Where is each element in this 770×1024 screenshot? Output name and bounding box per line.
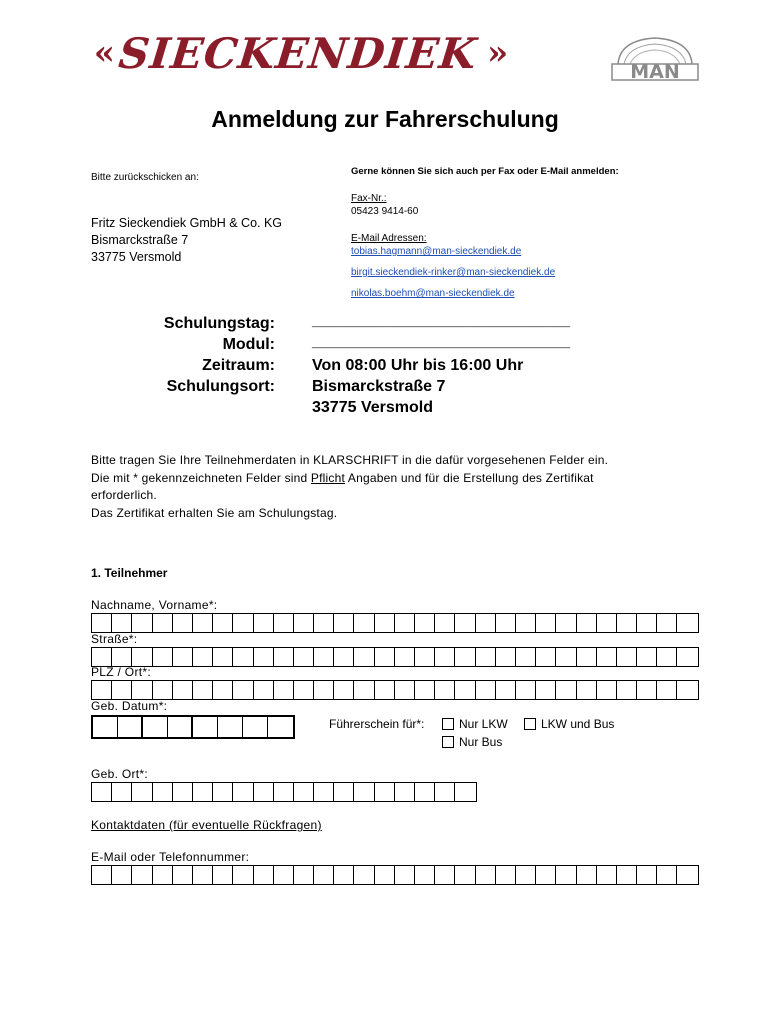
grid-cell[interactable]: [657, 648, 677, 666]
grid-cell[interactable]: [92, 614, 112, 632]
grid-cell[interactable]: [577, 648, 597, 666]
grid-cell[interactable]: [294, 648, 314, 666]
grid-cell[interactable]: [597, 681, 617, 699]
grid-cell[interactable]: [657, 614, 677, 632]
return-address: [91, 215, 282, 266]
grid-cell[interactable]: [314, 681, 334, 699]
grid-cell[interactable]: [677, 614, 697, 632]
grid-cell[interactable]: [274, 681, 294, 699]
grid-cell[interactable]: [536, 866, 556, 884]
grid-cell[interactable]: [173, 866, 193, 884]
section-title: 1. Teilnehmer: [91, 566, 168, 580]
grid-cell[interactable]: [294, 866, 314, 884]
email-link-2[interactable]: birgit.sieckendiek-rinker@man-sieckendiek.de: [351, 267, 556, 278]
grid-cell[interactable]: [637, 614, 657, 632]
grid-cell[interactable]: [637, 648, 657, 666]
grid-cell[interactable]: [132, 866, 152, 884]
return-label: Bitte zurückschicken an:: [91, 172, 199, 183]
grid-cell[interactable]: [314, 783, 334, 801]
page-title: Anmeldung zur Fahrerschulung: [211, 106, 559, 132]
grid-cell[interactable]: [354, 866, 374, 884]
grid-cell[interactable]: [274, 614, 294, 632]
grid-cell[interactable]: [617, 866, 637, 884]
grid-cell[interactable]: [476, 648, 496, 666]
grid-cell[interactable]: [173, 783, 193, 801]
grid-cell[interactable]: [375, 614, 395, 632]
grid-cell[interactable]: [173, 614, 193, 632]
grid-cell[interactable]: [173, 681, 193, 699]
modul-blank[interactable]: _____________________________: [312, 333, 571, 350]
grid-cell[interactable]: [213, 783, 233, 801]
grid-cell[interactable]: [617, 648, 637, 666]
instructions: [91, 452, 608, 522]
grid-cell[interactable]: [314, 614, 334, 632]
grid-cell[interactable]: [334, 681, 354, 699]
grid-cell[interactable]: [637, 681, 657, 699]
grid-cell[interactable]: [415, 866, 435, 884]
street-grid[interactable]: [91, 647, 699, 667]
logo-arrows-right: »: [486, 33, 503, 73]
return-street: Bismarckstraße 7: [91, 233, 189, 247]
grid-cell[interactable]: [496, 866, 516, 884]
grid-cell[interactable]: [274, 648, 294, 666]
option-nur-bus[interactable]: [442, 735, 502, 749]
instructions-pflicht: Pflicht: [310, 470, 345, 485]
grid-cell[interactable]: [375, 783, 395, 801]
birthdate-label: Geb. Datum*:: [91, 699, 168, 713]
grid-cell[interactable]: [254, 648, 274, 666]
grid-cell[interactable]: [617, 681, 637, 699]
grid-cell[interactable]: [213, 681, 233, 699]
grid-cell[interactable]: [455, 681, 475, 699]
place-street: Bismarckstraße 7: [312, 378, 446, 395]
grid-cell[interactable]: [577, 681, 597, 699]
grid-cell[interactable]: [516, 648, 536, 666]
grid-cell[interactable]: [577, 614, 597, 632]
logo-text: SIECKENDIEK: [116, 28, 480, 78]
grid-cell[interactable]: [476, 681, 496, 699]
grid-cell[interactable]: [677, 681, 697, 699]
grid-cell[interactable]: [334, 783, 354, 801]
grid-cell[interactable]: [375, 648, 395, 666]
plz-grid[interactable]: [91, 680, 699, 700]
grid-cell[interactable]: [496, 681, 516, 699]
return-company: Fritz Sieckendiek GmbH & Co. KG: [91, 216, 283, 230]
grid-cell[interactable]: [536, 681, 556, 699]
grid-cell[interactable]: [314, 866, 334, 884]
grid-cell[interactable]: [153, 783, 173, 801]
grid-cell[interactable]: [254, 614, 274, 632]
checkbox-lkw-bus[interactable]: [524, 718, 536, 730]
grid-cell[interactable]: [435, 614, 455, 632]
grid-cell[interactable]: [92, 648, 112, 666]
option-nur-lkw-label: Nur LKW: [459, 717, 508, 731]
grid-cell[interactable]: [556, 681, 576, 699]
checkbox-nur-bus[interactable]: [442, 736, 454, 748]
grid-cell[interactable]: [516, 681, 536, 699]
name-label: Nachname, Vorname*:: [91, 598, 218, 612]
street-label: Straße*:: [91, 632, 138, 646]
option-lkw-bus-label: LKW und Bus: [541, 717, 615, 731]
grid-cell[interactable]: [274, 783, 294, 801]
grid-cell[interactable]: [597, 648, 617, 666]
return-city: 33775 Versmold: [91, 250, 182, 264]
instructions-line-2: [91, 470, 608, 488]
grid-cell[interactable]: [233, 648, 253, 666]
grid-cell[interactable]: [112, 614, 132, 632]
grid-cell[interactable]: [455, 783, 475, 801]
grid-cell[interactable]: [556, 648, 576, 666]
grid-cell[interactable]: [112, 866, 132, 884]
grid-cell[interactable]: [435, 783, 455, 801]
grid-cell[interactable]: [233, 866, 253, 884]
grid-cell[interactable]: [395, 681, 415, 699]
grid-cell[interactable]: [334, 614, 354, 632]
grid-cell[interactable]: [455, 614, 475, 632]
instructions-line-1: Bitte tragen Sie Ihre Teilnehmerdaten in KLARSCHRIFT in die dafür vorgesehenen Felder ein.: [91, 453, 609, 467]
grid-cell[interactable]: [132, 648, 152, 666]
grid-cell[interactable]: [132, 783, 152, 801]
grid-cell[interactable]: [314, 648, 334, 666]
grid-cell[interactable]: [597, 614, 617, 632]
grid-cell[interactable]: [233, 614, 253, 632]
grid-cell[interactable]: [637, 866, 657, 884]
grid-cell[interactable]: [274, 866, 294, 884]
grid-cell[interactable]: [153, 866, 173, 884]
grid-cell[interactable]: [677, 866, 697, 884]
email-label: E-Mail Adressen:: [351, 233, 427, 244]
grid-cell[interactable]: [395, 648, 415, 666]
instructions-line-3: erforderlich.: [91, 488, 157, 502]
email-link-3[interactable]: nikolas.boehm@man-sieckendiek.de: [351, 288, 515, 299]
grid-cell[interactable]: [92, 783, 112, 801]
grid-cell[interactable]: [496, 614, 516, 632]
email-link-1[interactable]: tobias.hagmann@man-sieckendiek.de: [351, 246, 522, 257]
grid-cell[interactable]: [193, 681, 213, 699]
grid-cell[interactable]: [213, 866, 233, 884]
grid-cell[interactable]: [92, 866, 112, 884]
option-nur-bus-label: Nur Bus: [459, 735, 503, 749]
plz-label: PLZ / Ort*:: [91, 665, 151, 679]
grid-cell[interactable]: [294, 614, 314, 632]
grid-cell[interactable]: [254, 681, 274, 699]
instructions-line-2a: Die mit * gekennzeichneten Felder sind: [91, 470, 311, 485]
grid-cell[interactable]: [395, 614, 415, 632]
grid-cell[interactable]: [577, 866, 597, 884]
grid-cell[interactable]: [334, 648, 354, 666]
man-logo: [610, 34, 700, 82]
grid-cell[interactable]: [153, 648, 173, 666]
grid-cell[interactable]: [375, 866, 395, 884]
grid-cell[interactable]: [112, 648, 132, 666]
grid-cell[interactable]: [415, 614, 435, 632]
grid-cell[interactable]: [334, 866, 354, 884]
grid-cell[interactable]: [455, 648, 475, 666]
sieckendiek-logo: [92, 22, 504, 84]
label-modul: Modul:: [222, 336, 275, 353]
grid-cell[interactable]: [657, 866, 677, 884]
license-label: Führerschein für*:: [329, 717, 425, 731]
grid-cell[interactable]: [455, 866, 475, 884]
man-logo-text: MAN: [630, 61, 680, 82]
grid-cell[interactable]: [193, 648, 213, 666]
grid-cell[interactable]: [476, 866, 496, 884]
grid-cell[interactable]: [516, 614, 536, 632]
grid-cell[interactable]: [435, 681, 455, 699]
grid-cell[interactable]: [213, 614, 233, 632]
grid-cell[interactable]: [112, 681, 132, 699]
grid-cell[interactable]: [556, 614, 576, 632]
instructions-line-4: Das Zertifikat erhalten Sie am Schulungstag.: [91, 505, 338, 520]
grid-cell[interactable]: [375, 681, 395, 699]
grid-cell[interactable]: [354, 614, 374, 632]
grid-cell[interactable]: [395, 783, 415, 801]
grid-cell[interactable]: [294, 681, 314, 699]
grid-cell[interactable]: [354, 783, 374, 801]
grid-cell[interactable]: [233, 681, 253, 699]
grid-cell[interactable]: [516, 866, 536, 884]
grid-cell[interactable]: [254, 783, 274, 801]
grid-cell[interactable]: [496, 648, 516, 666]
grid-cell[interactable]: [294, 783, 314, 801]
grid-cell[interactable]: [132, 614, 152, 632]
grid-cell[interactable]: [657, 681, 677, 699]
grid-cell[interactable]: [92, 681, 112, 699]
label-zeitraum: Zeitraum:: [202, 357, 275, 374]
contact-grid[interactable]: [91, 865, 699, 885]
grid-cell[interactable]: [132, 681, 152, 699]
label-schulungstag: Schulungstag:: [163, 315, 275, 332]
grid-cell[interactable]: [677, 648, 697, 666]
grid-cell[interactable]: [233, 783, 253, 801]
grid-cell[interactable]: [415, 681, 435, 699]
grid-cell[interactable]: [617, 614, 637, 632]
contact-intro: Gerne können Sie sich auch per Fax oder E-Mail anmelden:: [351, 166, 619, 177]
option-lkw-bus[interactable]: [524, 717, 614, 731]
grid-cell[interactable]: [536, 648, 556, 666]
grid-cell[interactable]: [415, 783, 435, 801]
grid-cell[interactable]: [354, 681, 374, 699]
grid-cell[interactable]: [193, 783, 213, 801]
instructions-line-2c: Angaben und für die Erstellung des Zertifikat: [345, 470, 594, 485]
option-nur-lkw[interactable]: [442, 717, 508, 731]
fax-label: Fax-Nr.:: [351, 193, 387, 204]
grid-cell[interactable]: [173, 648, 193, 666]
checkbox-nur-lkw[interactable]: [442, 718, 454, 730]
contact-label: E-Mail oder Telefonnummer:: [91, 850, 250, 864]
schulungstag-blank[interactable]: _____________________________: [312, 312, 571, 329]
grid-cell[interactable]: [395, 866, 415, 884]
birthplace-grid[interactable]: [91, 782, 477, 802]
fax-number: 05423 9414-60: [351, 206, 419, 217]
grid-cell[interactable]: [536, 614, 556, 632]
grid-cell[interactable]: [435, 648, 455, 666]
birthplace-label: Geb. Ort*:: [91, 767, 149, 781]
grid-cell[interactable]: [213, 648, 233, 666]
grid-cell[interactable]: [476, 614, 496, 632]
grid-cell[interactable]: [153, 681, 173, 699]
grid-cell[interactable]: [556, 866, 576, 884]
grid-cell[interactable]: [193, 866, 213, 884]
grid-cell[interactable]: [415, 648, 435, 666]
zeitraum-value: Von 08:00 Uhr bis 16:00 Uhr: [312, 357, 524, 374]
contact-heading: Kontaktdaten (für eventuelle Rückfragen): [91, 818, 322, 832]
label-schulungsort: Schulungsort:: [166, 378, 275, 395]
grid-cell[interactable]: [193, 614, 213, 632]
grid-cell[interactable]: [112, 783, 132, 801]
grid-cell[interactable]: [435, 866, 455, 884]
name-grid[interactable]: [91, 613, 699, 633]
birthdate-box[interactable]: [91, 715, 295, 739]
place-city: 33775 Versmold: [312, 399, 433, 416]
grid-cell[interactable]: [153, 614, 173, 632]
grid-cell[interactable]: [597, 866, 617, 884]
grid-cell[interactable]: [254, 866, 274, 884]
logo-arrows-left: «: [93, 33, 110, 73]
grid-cell[interactable]: [354, 648, 374, 666]
